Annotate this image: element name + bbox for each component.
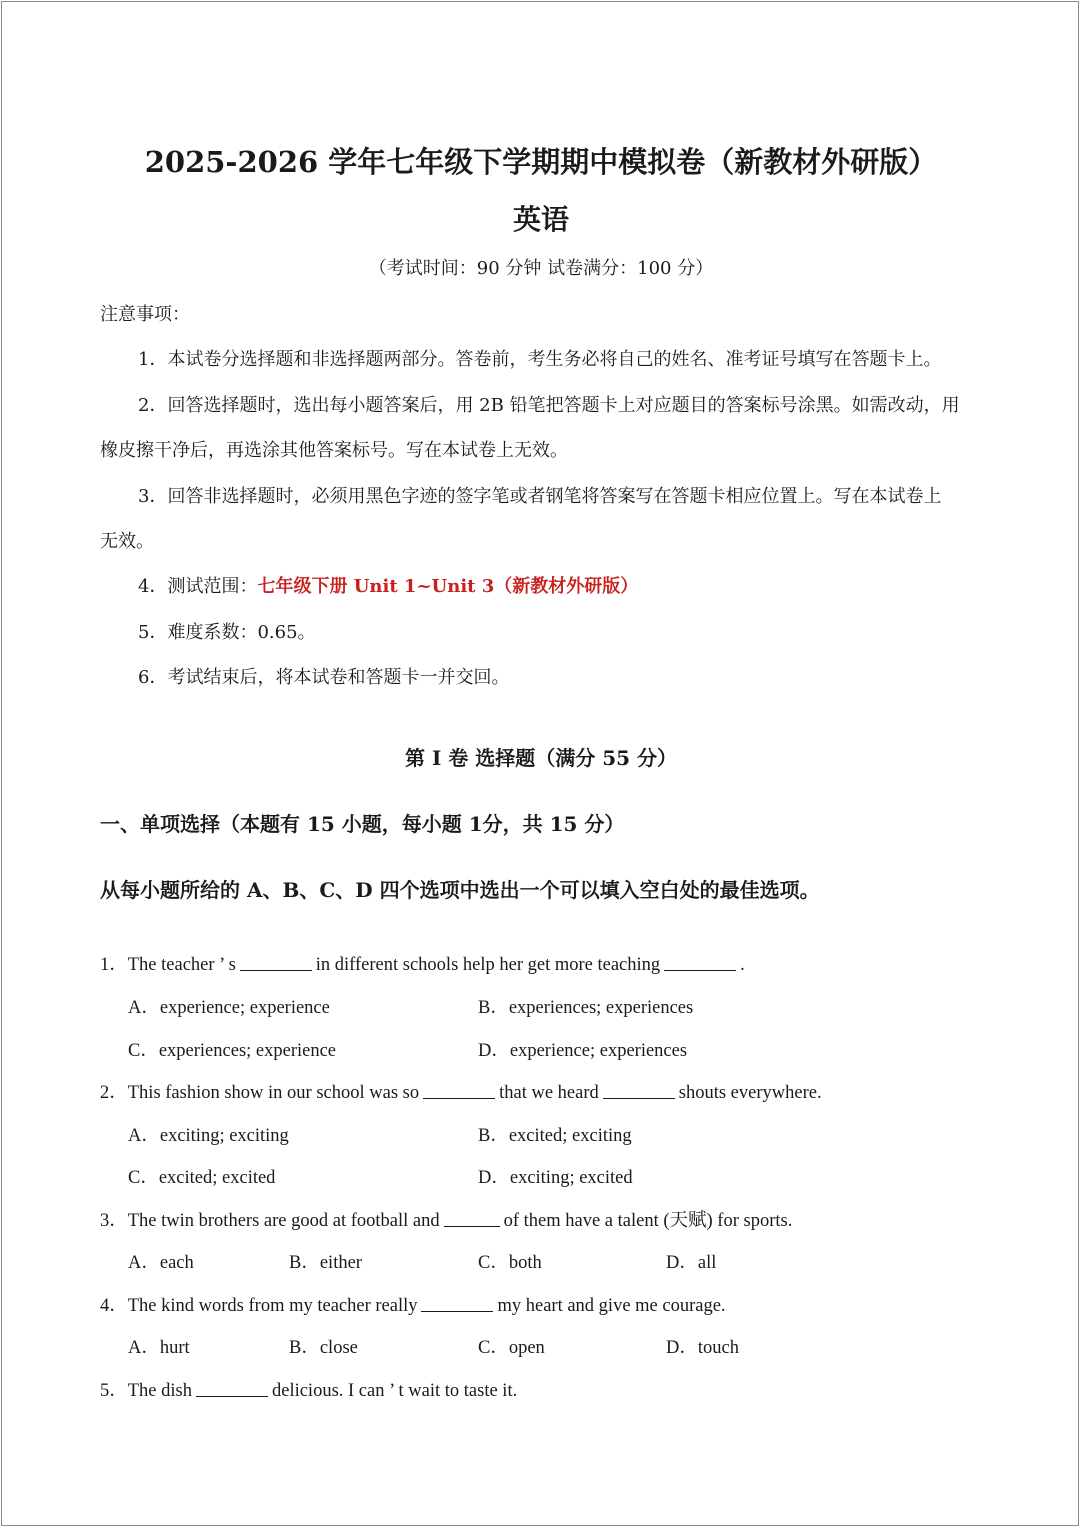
answer-blank: [196, 1395, 268, 1397]
exam-time-info: （考试时间：90 分钟 试卷满分：100 分）: [368, 258, 714, 279]
question-2: [100, 1078, 822, 1104]
question-5-text: delicious. I can ’ t wait to taste it.: [271, 1381, 518, 1401]
question-1-text: .: [740, 955, 745, 975]
notes-heading: 注意事项：: [100, 304, 190, 325]
option-1b: B．experiences; experiences: [478, 998, 694, 1018]
exam-title: 2025-2026 学年七年级下学期期中模拟卷（新教材外研版）: [144, 145, 938, 179]
section-instruction: 从每小题所给的 A、B、C、D 四个选项中选出一个可以填入空白处的最佳选项。: [100, 878, 820, 902]
exam-page: [1, 1, 1079, 1526]
option-1c: C．experiences; experience: [128, 1041, 337, 1061]
option-4a: A．hurt: [128, 1338, 190, 1358]
option-3a: A．each: [128, 1253, 194, 1273]
option-3d: D．all: [666, 1253, 717, 1273]
option-4d: D．touch: [666, 1338, 739, 1358]
question-1: [100, 950, 745, 976]
note-item-3-line-2: 无效。: [100, 531, 154, 552]
note-item-6: 6．考试结束后，将本试卷和答题卡一并交回。: [138, 667, 510, 688]
question-3-text: 3．The twin brothers are good at football and: [100, 1211, 440, 1231]
subject-title: 英语: [512, 203, 569, 236]
note-item-4-prefix: 4．测试范围：: [138, 576, 258, 597]
option-1d: D．experience; experiences: [478, 1041, 688, 1061]
note-item-1: 1．本试卷分选择题和非选择题两部分。答卷前，考生务必将自己的姓名、准考证号填写在答题卡上。: [138, 349, 942, 370]
question-5-text: 5．The dish: [100, 1381, 192, 1401]
question-1-text: 1．The teacher ’ s: [100, 955, 236, 975]
question-2-text: that we heard: [499, 1083, 599, 1103]
question-5: [100, 1376, 517, 1402]
question-4: [100, 1291, 726, 1317]
note-item-4: [138, 572, 638, 598]
question-3-text: of them have a talent (天赋) for sports.: [503, 1211, 793, 1231]
part1-title: 第 I 卷 选择题（满分 55 分）: [404, 746, 677, 770]
test-scope: 七年级下册 Unit 1~Unit 3（新教材外研版）: [257, 576, 639, 597]
option-2d: D．exciting; excited: [478, 1168, 633, 1188]
question-1-text: in different schools help her get more teaching: [315, 955, 661, 975]
note-item-5: 5．难度系数：0.65。: [138, 622, 316, 643]
answer-blank: [240, 969, 312, 971]
note-item-2-line-1: 2．回答选择题时，选出每小题答案后，用 2B 铅笔把答题卡上对应题目的答案标号涂黑。如需改动，用: [138, 395, 960, 416]
answer-blank: [603, 1097, 675, 1099]
option-2c: C．excited; excited: [128, 1168, 276, 1188]
question-4-text: my heart and give me courage.: [497, 1296, 726, 1316]
option-4c: C．open: [478, 1338, 545, 1358]
section-title: 一、单项选择（本题有 15 小题，每小题 1分，共 15 分）: [100, 812, 625, 836]
question-2-text: 2．This fashion show in our school was so: [100, 1083, 420, 1103]
note-item-3-line-1: 3．回答非选择题时，必须用黑色字迹的签字笔或者钢笔将答案写在答题卡相应位置上。写在本试卷上: [138, 486, 942, 507]
option-1a: A．experience; experience: [128, 998, 330, 1018]
option-4b: B．close: [289, 1338, 358, 1358]
option-3b: B．either: [289, 1253, 362, 1273]
answer-blank: [444, 1225, 500, 1227]
note-item-2-line-2: 橡皮擦干净后，再选涂其他答案标号。写在本试卷上无效。: [100, 440, 568, 461]
option-2b: B．excited; exciting: [478, 1126, 632, 1146]
answer-blank: [664, 969, 736, 971]
question-3: [100, 1206, 792, 1232]
question-4-text: 4．The kind words from my teacher really: [100, 1296, 418, 1316]
answer-blank: [421, 1310, 493, 1312]
question-2-text: shouts everywhere.: [678, 1083, 822, 1103]
answer-blank: [423, 1097, 495, 1099]
option-3c: C．both: [478, 1253, 542, 1273]
option-2a: A．exciting; exciting: [128, 1126, 289, 1146]
